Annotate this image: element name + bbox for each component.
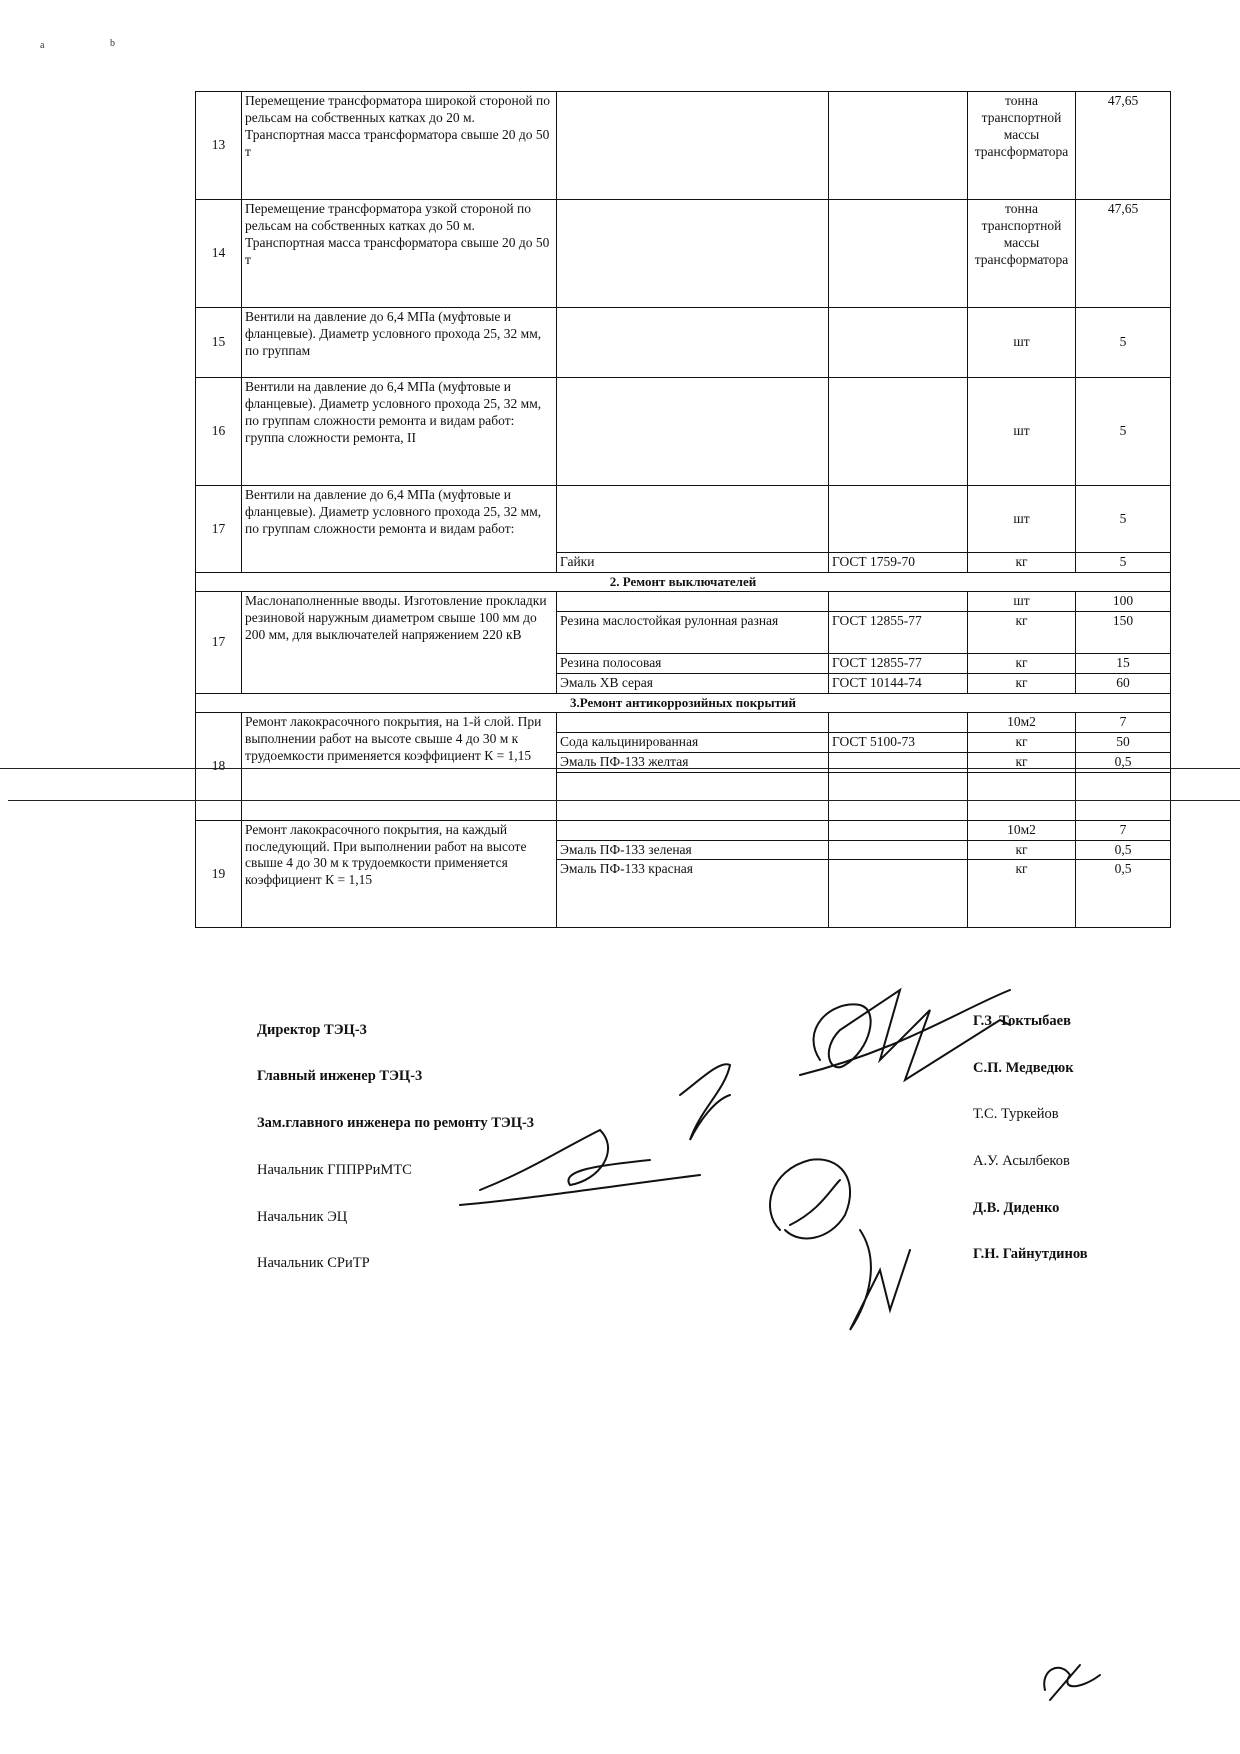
- unit-cell: 10м2: [968, 820, 1076, 840]
- work-description: Вентили на давление до 6,4 МПа (муфтовые и фланцевые). Диаметр условного прохода 25, 32 мм, по группам сложности ремонта и видам работ: группа сложности ремонта, II: [242, 378, 557, 486]
- signatory-name: Т.С. Туркейов: [973, 1106, 1059, 1122]
- signature-title: Директор ТЭЦ-3: [257, 1022, 367, 1038]
- work-description: Перемещение трансформатора широкой стороной по рельсам на собственных катках до 20 м. Транспортная масса трансформатора свыше 20 до 50 т: [242, 92, 557, 200]
- signatory-name: Г.Н. Гайнутдинов: [973, 1246, 1088, 1262]
- material-gost: ГОСТ 5100-73: [829, 732, 968, 752]
- signatory-name: А.У. Асылбеков: [973, 1153, 1070, 1169]
- unit-cell: тонна транспортной массы трансформатора: [968, 92, 1076, 200]
- material-unit: кг: [968, 840, 1076, 860]
- material-name: Эмаль ПФ-133 желтая: [557, 752, 829, 772]
- quantity-cell: 7: [1076, 713, 1171, 733]
- material-name: Эмаль ПФ-133 зеленая: [557, 840, 829, 860]
- signature-chief-engineer: [680, 1064, 730, 1140]
- quantity-cell: 5: [1076, 308, 1171, 378]
- quantity-cell: 5: [1076, 486, 1171, 553]
- quantity-cell: 47,65: [1076, 92, 1171, 200]
- material-gost: ГОСТ 10144-74: [829, 673, 968, 693]
- signature-deputy: [460, 1130, 700, 1205]
- work-description: Перемещение трансформатора узкой стороной по рельсам на собственных катках до 50 м. Транспортная масса трансформатора свыше 20 до 50 т: [242, 200, 557, 308]
- row-number: 17: [196, 592, 242, 694]
- work-description: Вентили на давление до 6,4 МПа (муфтовые и фланцевые). Диаметр условного прохода 25, 32 мм, по группам сложности ремонта и видам работ:: [242, 486, 557, 573]
- material-gost: ГОСТ 12855-77: [829, 612, 968, 654]
- material-name: Гайки: [557, 553, 829, 573]
- material-qty: 60: [1076, 673, 1171, 693]
- work-description: Ремонт лакокрасочного покрытия, на каждый последующий. При выполнении работ на высоте свыше 4 до 30 м к трудоемкости применяется коэффициент К = 1,15: [242, 820, 557, 928]
- unit-cell: 10м2: [968, 713, 1076, 733]
- signature-title: Начальник ЭЦ: [257, 1209, 348, 1225]
- row-number: 14: [196, 200, 242, 308]
- material-unit: кг: [968, 673, 1076, 693]
- signatory-name: Д.В. Диденко: [973, 1200, 1060, 1216]
- unit-cell: шт: [968, 486, 1076, 553]
- corner-mark: a: [40, 40, 45, 51]
- material-qty: 50: [1076, 732, 1171, 752]
- page-initials: [1044, 1665, 1100, 1700]
- quantity-cell: 47,65: [1076, 200, 1171, 308]
- row-number: 17: [196, 486, 242, 573]
- work-description: Ремонт лакокрасочного покрытия, на 1-й слой. При выполнении работ на высоте свыше 4 до 30 м к трудоемкости применяется коэффициент К = 1,15: [242, 713, 557, 821]
- material-unit: кг: [968, 752, 1076, 772]
- material-name: Эмаль ПФ-133 красная: [557, 860, 829, 928]
- material-unit: кг: [968, 732, 1076, 752]
- material-qty: 5: [1076, 553, 1171, 573]
- material-gost: ГОСТ 1759-70: [829, 553, 968, 573]
- material-unit: кг: [968, 654, 1076, 674]
- work-description: Вентили на давление до 6,4 МПа (муфтовые и фланцевые). Диаметр условного прохода 25, 32 мм, по группам: [242, 308, 557, 378]
- quantity-cell: 5: [1076, 378, 1171, 486]
- material-name: Резина маслостойкая рулонная разная: [557, 612, 829, 654]
- material-name: Резина полосовая: [557, 654, 829, 674]
- material-qty: 150: [1076, 612, 1171, 654]
- unit-cell: тонна транспортной массы трансформатора: [968, 200, 1076, 308]
- unit-cell: шт: [968, 308, 1076, 378]
- material-qty: 0,5: [1076, 840, 1171, 860]
- row-number: 18: [196, 713, 242, 821]
- corner-mark: b: [110, 38, 115, 49]
- row-number: 15: [196, 308, 242, 378]
- signatory-name: Г.З. Токтыбаев: [973, 1013, 1071, 1029]
- material-unit: кг: [968, 612, 1076, 654]
- signature-title: Зам.главного инженера по ремонту ТЭЦ-3: [257, 1115, 535, 1131]
- section-title: 2. Ремонт выключателей: [196, 572, 1171, 591]
- row-number: 13: [196, 92, 242, 200]
- material-unit: кг: [968, 860, 1076, 928]
- material-gost: ГОСТ 12855-77: [829, 654, 968, 674]
- signature-title: Начальник СРиТР: [257, 1255, 370, 1271]
- signatory-name: С.П. Медведюк: [973, 1060, 1074, 1076]
- material-qty: 15: [1076, 654, 1171, 674]
- unit-cell: шт: [968, 378, 1076, 486]
- unit-cell: шт: [968, 592, 1076, 612]
- material-qty: 0,5: [1076, 860, 1171, 928]
- material-name: Эмаль ХВ серая: [557, 673, 829, 693]
- work-description: Маслонаполненные вводы. Изготовление прокладки резиновой наружным диаметром свыше 100 мм до 200 мм, для выключателей напряжением 220 кВ: [242, 592, 557, 694]
- signature-gpprr: [770, 1159, 850, 1238]
- material-qty: 0,5: [1076, 752, 1171, 772]
- quantity-cell: 100: [1076, 592, 1171, 612]
- signature-title: Главный инженер ТЭЦ-3: [257, 1068, 423, 1084]
- quantity-cell: 7: [1076, 820, 1171, 840]
- section-title: 3.Ремонт антикоррозийных покрытий: [196, 693, 1171, 712]
- row-number: 19: [196, 820, 242, 928]
- signature-title: Начальник ГППРРиМТС: [257, 1162, 412, 1178]
- row-number: 16: [196, 378, 242, 486]
- material-name: Сода кальцинированная: [557, 732, 829, 752]
- material-unit: кг: [968, 553, 1076, 573]
- signature-ec: [850, 1230, 910, 1330]
